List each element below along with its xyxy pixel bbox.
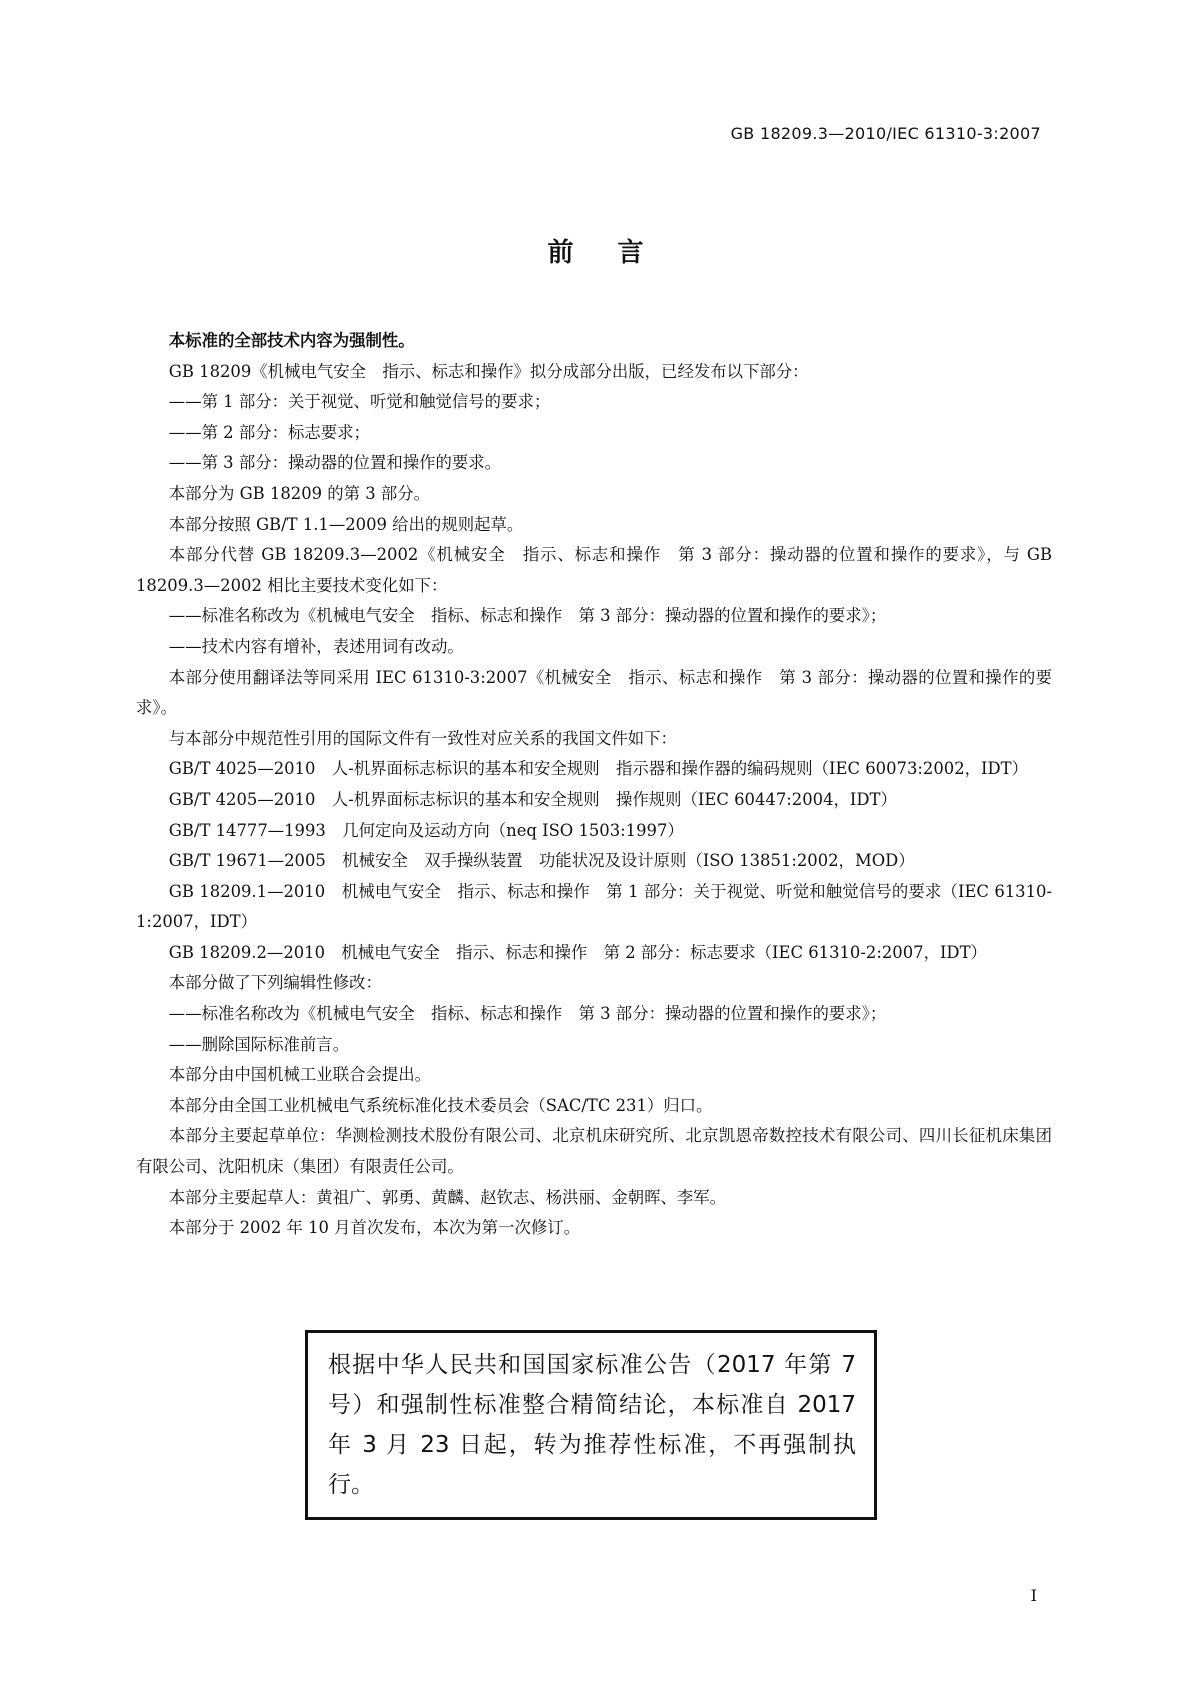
reference-entry: GB 18209.1—2010 机械电气安全 指示、标志和操作 第 1 部分：关于视觉、听觉和触觉信号的要求（IEC 61310-1:2007，IDT） [136,881,1052,932]
paragraph: 与本部分中规范性引用的国际文件有一致性对应关系的我国文件如下： [168,728,677,748]
list-item: ——标准名称改为《机械电气安全 指标、标志和操作 第 3 部分：操动器的位置和操作的要求》； [168,1004,887,1024]
paragraph: 本部分按照 GB/T 1.1—2009 给出的规则起草。 [168,514,524,534]
reference-entry: GB/T 14777—1993 几何定向及运动方向（neq ISO 1503:1997） [168,820,684,840]
paragraph: GB 18209《机械电气安全 指示、标志和操作》拟分成部分出版，已经发布以下部分： [168,361,809,381]
reference-entry: GB/T 4205—2010 人-机界面标志标识的基本和安全规则 操作规则（IEC 60447:2004，IDT） [168,789,897,809]
standard-code: GB 18209.3—2010/IEC 61310-3:2007 [730,124,1041,143]
paragraph-mandatory-statement: 本标准的全部技术内容为强制性。 [168,331,415,350]
foreword-body [136,326,1052,1244]
reference-entry: GB 18209.2—2010 机械电气安全 指示、标志和操作 第 2 部分：标志要求（IEC 61310-2:2007，IDT） [168,942,987,962]
page-number: I [1030,1586,1037,1605]
reference-entry: GB/T 19671—2005 机械安全 双手操纵装置 功能状况及设计原则（ISO 13851:2002，MOD） [168,851,915,871]
paragraph: 本部分代替 GB 18209.3—2002《机械安全 指示、标志和操作 第 3 部分：操动器的位置和操作的要求》，与 GB 18209.3—2002 相比主要技术变化如下： [136,545,1052,595]
notice-box: 根据中华人民共和国国家标准公告（2017 年第 7 号）和强制性标准整合精简结论，本标准自 2017 年 3 月 23 日起，转为推荐性标准，不再强制执行。 [305,1330,877,1520]
list-item: ——删除国际标准前言。 [168,1034,350,1054]
paragraph: 本部分使用翻译法等同采用 IEC 61310-3:2007《机械安全 指示、标志和操作 第 3 部分：操动器的位置和操作的要求》。 [136,667,1052,718]
list-item: ——第 3 部分：操动器的位置和操作的要求。 [168,453,502,473]
list-item: ——标准名称改为《机械电气安全 指标、标志和操作 第 3 部分：操动器的位置和操作的要求》； [168,606,887,626]
paragraph: 本部分于 2002 年 10 月首次发布，本次为第一次修订。 [168,1218,581,1238]
list-item: ——第 2 部分：标志要求； [168,422,370,442]
paragraph: 本部分主要起草人：黄祖广、郭勇、黄麟、赵钦志、杨洪丽、金朝晖、李军。 [168,1187,727,1207]
paragraph: 本部分做了下列编辑性修改： [168,973,382,993]
reference-entry: GB/T 4025—2010 人-机界面标志标识的基本和安全规则 指示器和操作器的编码规则（IEC 60073:2002，IDT） [168,759,1028,779]
list-item: ——第 1 部分：关于视觉、听觉和触觉信号的要求； [168,392,551,412]
list-item: ——技术内容有增补，表述用词有改动。 [168,636,464,656]
paragraph: 本部分由中国机械工业联合会提出。 [168,1065,432,1085]
paragraph: 本部分为 GB 18209 的第 3 部分。 [168,483,431,503]
paragraph: 本部分主要起草单位：华测检测技术股份有限公司、北京机床研究所、北京凯恩帝数控技术有限公司、四川长征机床集团有限公司、沈阳机床（集团）有限责任公司。 [136,1126,1052,1177]
page-title: 前言 [547,238,688,268]
paragraph: 本部分由全国工业机械电气系统标准化技术委员会（SAC/TC 231）归口。 [168,1095,713,1115]
